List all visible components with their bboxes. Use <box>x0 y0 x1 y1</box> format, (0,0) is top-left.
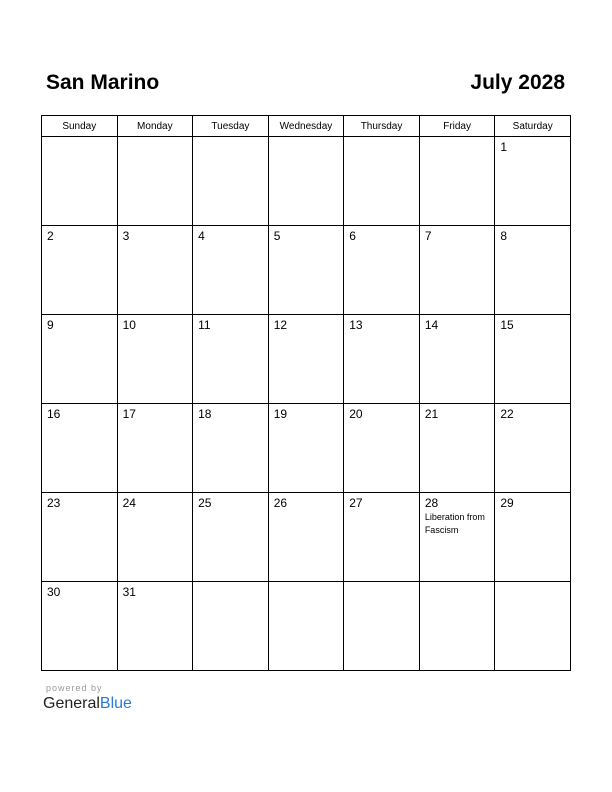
day-cell <box>268 582 344 671</box>
day-number: 8 <box>500 229 508 243</box>
week-row <box>42 404 571 493</box>
day-cell <box>419 137 495 226</box>
day-cell <box>419 582 495 671</box>
day-number: 7 <box>424 229 432 243</box>
day-number: 20 <box>349 407 363 421</box>
weekday-sunday: Sunday <box>42 116 118 137</box>
day-number: 27 <box>349 496 363 510</box>
day-number: 2 <box>47 229 54 243</box>
day-number: 18 <box>198 407 212 421</box>
day-number <box>193 582 268 585</box>
weekday-monday: Monday <box>117 116 193 137</box>
week-row <box>42 315 571 404</box>
day-cell <box>344 493 420 582</box>
day-number: 30 <box>47 585 61 599</box>
day-number: 11 <box>198 318 211 332</box>
day-number: 10 <box>122 318 136 332</box>
day-cell <box>42 315 118 404</box>
day-number: 26 <box>273 496 288 510</box>
day-cell <box>193 315 269 404</box>
calendar-grid <box>41 115 571 671</box>
day-number: 21 <box>424 407 439 421</box>
week-row <box>42 493 571 582</box>
day-number: 29 <box>500 496 514 510</box>
day-cell <box>117 404 193 493</box>
day-cell <box>268 315 344 404</box>
day-cell <box>419 404 495 493</box>
day-cell <box>344 137 420 226</box>
day-cell <box>268 404 344 493</box>
day-number: 6 <box>349 229 356 243</box>
day-cell <box>268 226 344 315</box>
day-cell <box>268 493 344 582</box>
day-cell <box>193 582 269 671</box>
day-number <box>193 137 268 140</box>
weekday-saturday: Saturday <box>495 116 571 137</box>
day-number: 4 <box>198 229 205 243</box>
day-cell <box>193 137 269 226</box>
day-cell <box>344 582 420 671</box>
day-cell <box>495 404 571 493</box>
day-cell <box>495 582 571 671</box>
day-number: 31 <box>122 585 136 599</box>
day-cell <box>42 226 118 315</box>
day-cell <box>495 137 571 226</box>
day-number: 22 <box>500 407 514 421</box>
day-number: 5 <box>273 229 281 243</box>
powered-by-label: powered by <box>46 683 103 693</box>
weekday-friday: Friday <box>419 116 495 137</box>
weekday-tuesday: Tuesday <box>193 116 269 137</box>
calendar-country-title: San Marino <box>46 71 160 94</box>
day-number: 25 <box>198 496 212 510</box>
day-cell <box>344 226 420 315</box>
day-cell <box>117 315 193 404</box>
day-cell <box>193 404 269 493</box>
day-cell <box>495 226 571 315</box>
week-row <box>42 226 571 315</box>
weekday-thursday: Thursday <box>344 116 420 137</box>
day-number <box>269 137 344 140</box>
day-number: 14 <box>424 318 439 332</box>
day-number: 12 <box>273 318 288 332</box>
day-number: 3 <box>122 229 130 243</box>
day-cell <box>42 137 118 226</box>
day-number <box>495 582 570 585</box>
day-cell <box>42 493 118 582</box>
day-cell <box>117 582 193 671</box>
day-cell <box>268 137 344 226</box>
day-cell <box>42 582 118 671</box>
day-cell <box>344 404 420 493</box>
weekday-header-row <box>42 116 571 137</box>
generalblue-logo[interactable] <box>43 694 132 714</box>
logo-general-text: General <box>43 695 100 712</box>
day-number: 24 <box>122 496 136 510</box>
day-number: 15 <box>500 318 514 332</box>
logo-blue-text: Blue <box>99 695 132 712</box>
day-number <box>344 137 419 140</box>
day-cell <box>419 226 495 315</box>
day-cell <box>193 226 269 315</box>
day-cell <box>344 315 420 404</box>
day-number: 28 <box>424 496 439 510</box>
day-number <box>344 582 419 585</box>
day-number <box>420 582 495 585</box>
day-cell <box>42 404 118 493</box>
day-cell <box>495 315 571 404</box>
day-number: 1 <box>500 140 508 154</box>
day-cell <box>419 493 495 582</box>
day-number: 9 <box>47 318 54 332</box>
holiday-event-label: Liberation from Fascism <box>424 512 485 535</box>
day-cell <box>117 137 193 226</box>
day-number <box>42 137 117 140</box>
week-row <box>42 137 571 226</box>
day-number: 13 <box>349 318 363 332</box>
generalblue-footer <box>43 683 132 714</box>
day-number: 17 <box>122 407 136 421</box>
day-cell <box>193 493 269 582</box>
day-cell <box>117 226 193 315</box>
day-cell <box>419 315 495 404</box>
day-cell <box>117 493 193 582</box>
day-cell <box>495 493 571 582</box>
day-number <box>420 137 495 140</box>
week-row <box>42 582 571 671</box>
day-number <box>269 582 344 585</box>
day-number: 16 <box>47 407 61 421</box>
day-number <box>118 137 193 140</box>
calendar-month-title: July 2028 <box>470 71 565 94</box>
day-number: 23 <box>47 496 61 510</box>
weekday-wednesday: Wednesday <box>268 116 344 137</box>
day-number: 19 <box>273 407 288 421</box>
